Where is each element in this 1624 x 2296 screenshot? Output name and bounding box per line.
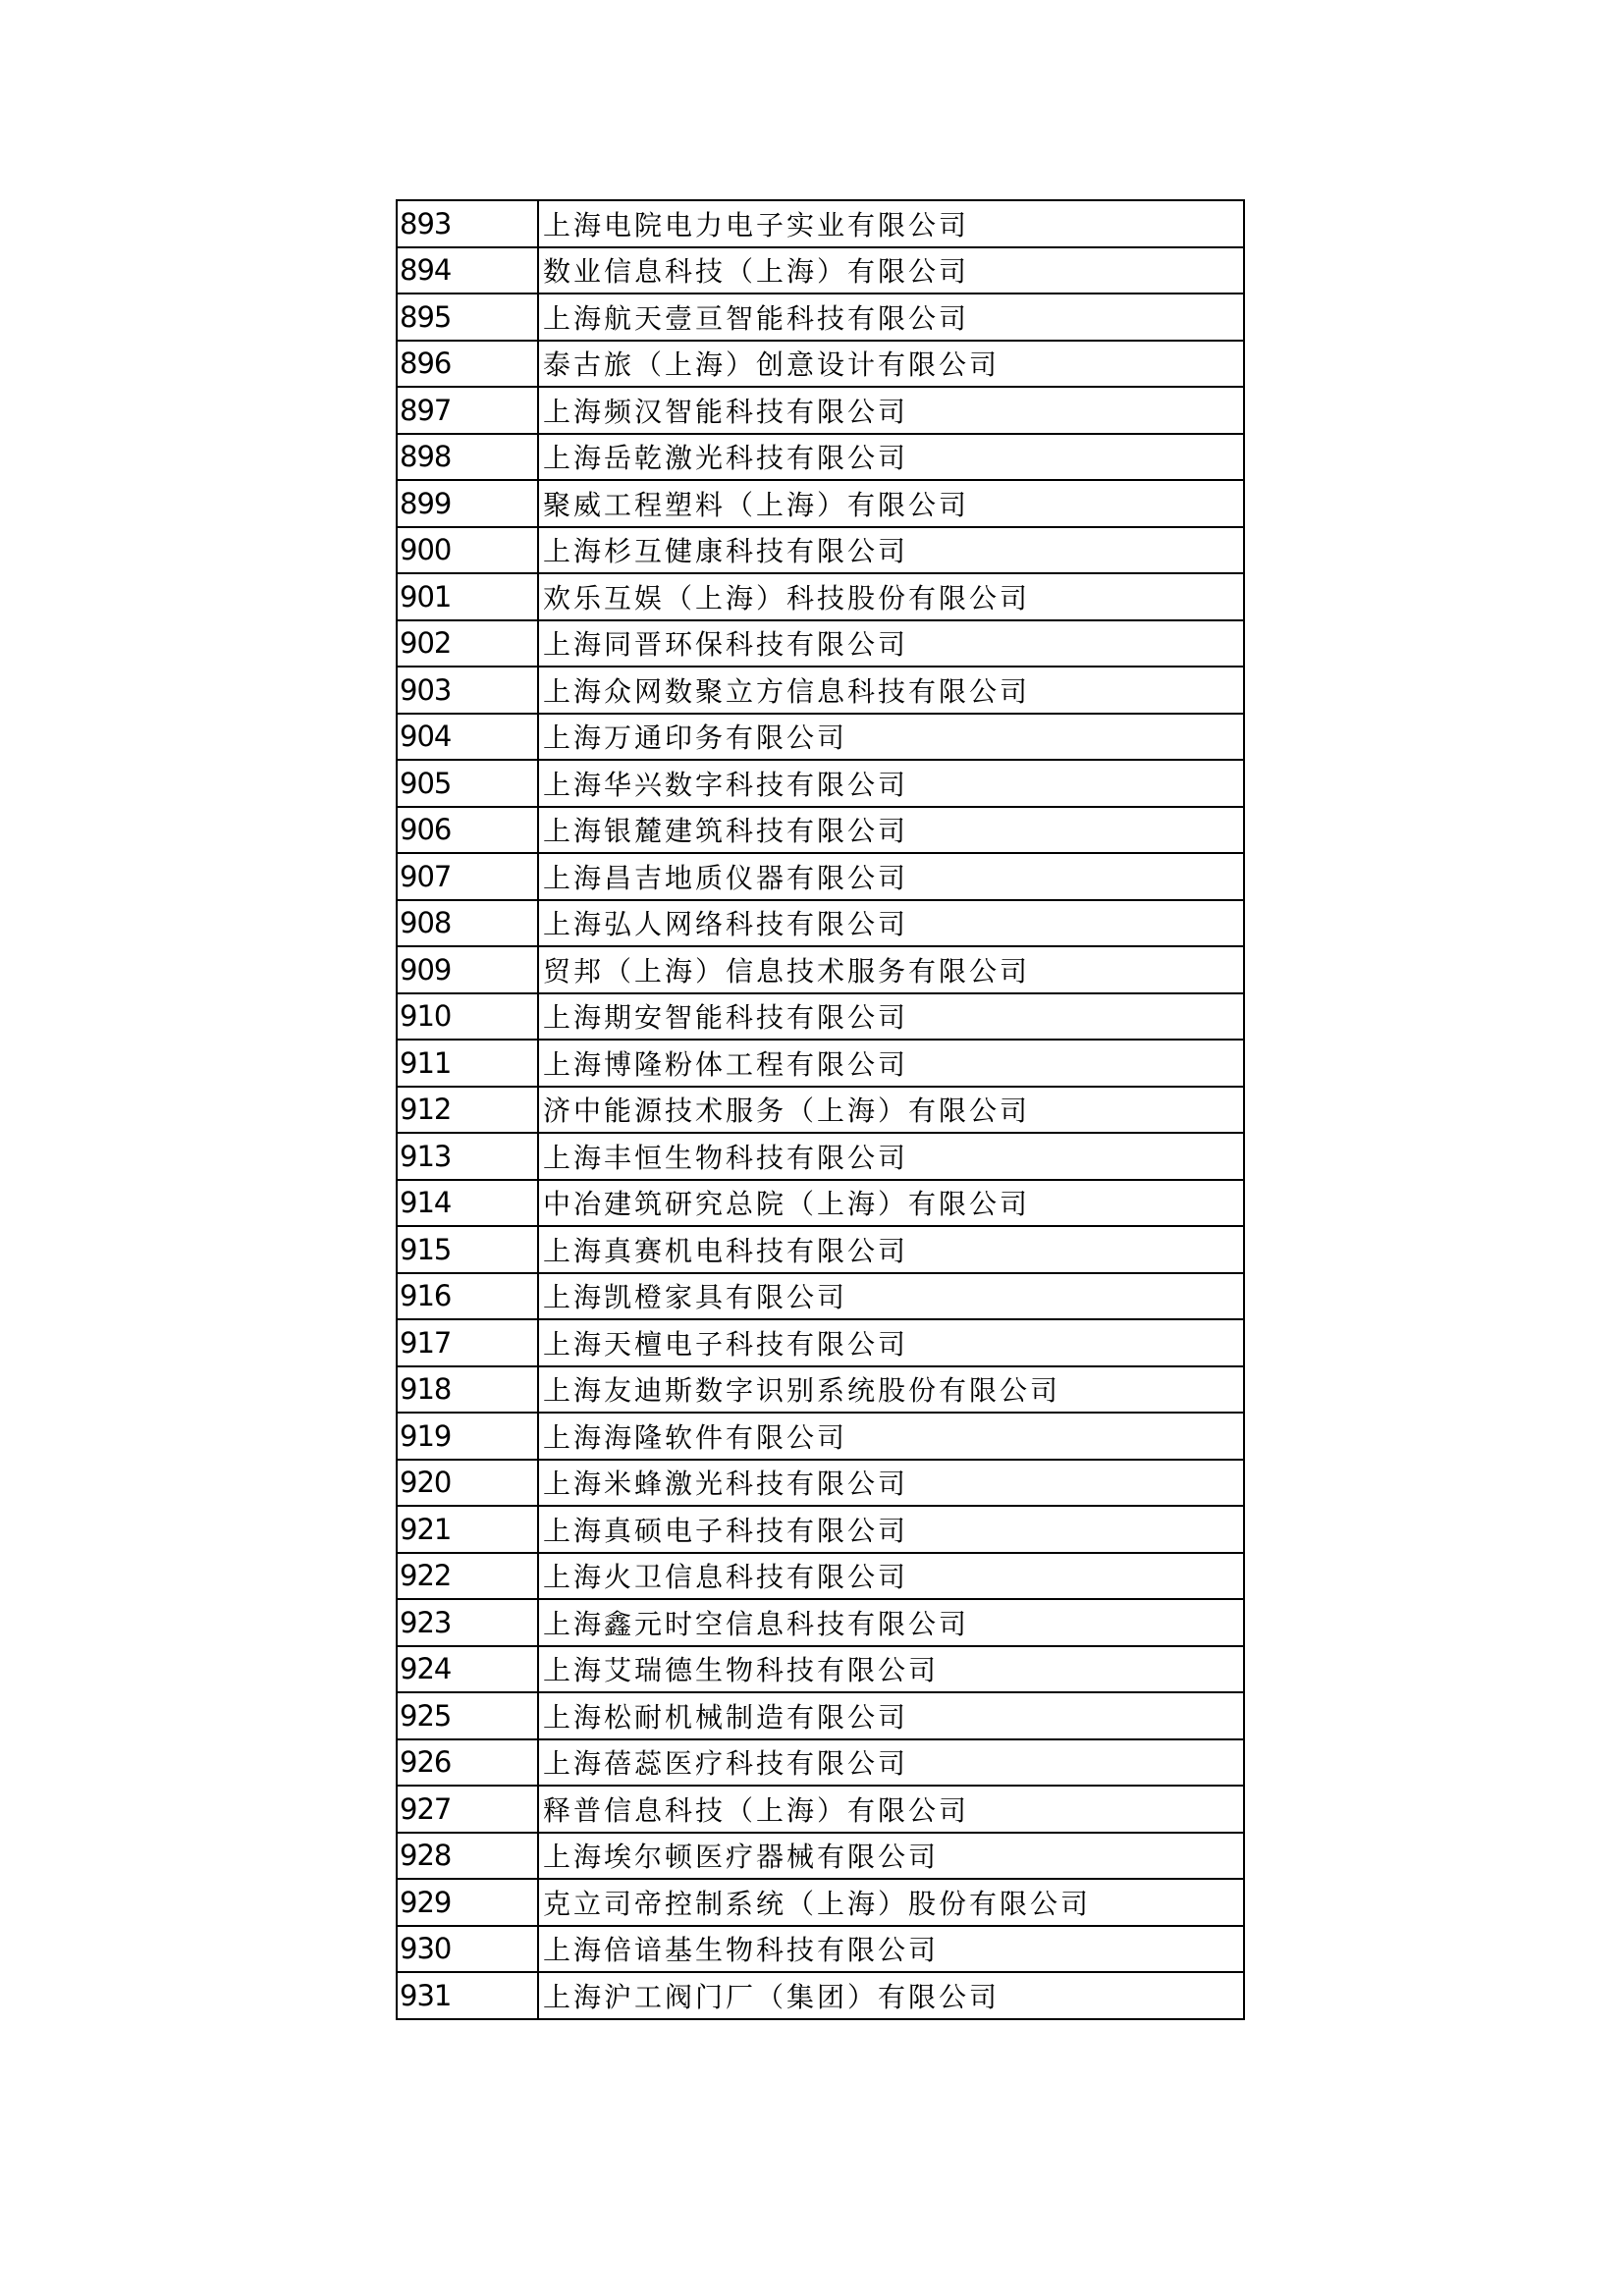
row-number-cell: 925 — [397, 1692, 538, 1739]
table-row — [397, 1460, 1244, 1507]
table-row — [397, 667, 1244, 714]
table-row — [397, 853, 1244, 900]
company-name-cell: 上海友迪斯数字识别系统股份有限公司 — [538, 1366, 1244, 1414]
table-row — [397, 946, 1244, 993]
row-number-cell: 905 — [397, 760, 538, 807]
row-number-cell: 910 — [397, 993, 538, 1041]
table-row — [397, 1087, 1244, 1134]
company-name-cell: 上海昌吉地质仪器有限公司 — [538, 853, 1244, 900]
company-name-cell: 上海倍谙基生物科技有限公司 — [538, 1926, 1244, 1973]
company-name-cell: 上海杉互健康科技有限公司 — [538, 527, 1244, 574]
company-name-cell: 上海真硕电子科技有限公司 — [538, 1506, 1244, 1553]
table-row — [397, 1926, 1244, 1973]
row-number-cell: 931 — [397, 1972, 538, 2019]
company-name-cell: 上海艾瑞德生物科技有限公司 — [538, 1646, 1244, 1693]
table-row — [397, 341, 1244, 388]
table-row — [397, 620, 1244, 667]
row-number-cell: 894 — [397, 247, 538, 294]
row-number-cell: 915 — [397, 1226, 538, 1273]
table-row — [397, 1506, 1244, 1553]
row-number-cell: 928 — [397, 1833, 538, 1880]
table-row — [397, 1692, 1244, 1739]
table-row — [397, 1180, 1244, 1227]
row-number-cell: 930 — [397, 1926, 538, 1973]
company-name-cell: 上海期安智能科技有限公司 — [538, 993, 1244, 1041]
company-name-cell: 上海埃尔顿医疗器械有限公司 — [538, 1833, 1244, 1880]
company-name-cell: 上海频汉智能科技有限公司 — [538, 387, 1244, 434]
table-row — [397, 434, 1244, 481]
table-row — [397, 1739, 1244, 1787]
company-name-cell: 上海同晋环保科技有限公司 — [538, 620, 1244, 667]
company-name-cell: 上海天檀电子科技有限公司 — [538, 1319, 1244, 1366]
table-row — [397, 807, 1244, 854]
company-name-cell: 贸邦（上海）信息技术服务有限公司 — [538, 946, 1244, 993]
row-number-cell: 919 — [397, 1413, 538, 1460]
row-number-cell: 902 — [397, 620, 538, 667]
row-number-cell: 906 — [397, 807, 538, 854]
company-name-cell: 上海鑫元时空信息科技有限公司 — [538, 1599, 1244, 1646]
company-name-cell: 上海火卫信息科技有限公司 — [538, 1553, 1244, 1600]
table-row — [397, 1366, 1244, 1414]
row-number-cell: 921 — [397, 1506, 538, 1553]
table-row — [397, 480, 1244, 527]
company-name-cell: 数业信息科技（上海）有限公司 — [538, 247, 1244, 294]
company-name-cell: 中冶建筑研究总院（上海）有限公司 — [538, 1180, 1244, 1227]
row-number-cell: 912 — [397, 1087, 538, 1134]
company-name-cell: 欢乐互娱（上海）科技股份有限公司 — [538, 573, 1244, 620]
table-row — [397, 1786, 1244, 1833]
row-number-cell: 898 — [397, 434, 538, 481]
company-name-cell: 泰古旅（上海）创意设计有限公司 — [538, 341, 1244, 388]
table-row — [397, 1553, 1244, 1600]
company-name-cell: 上海电院电力电子实业有限公司 — [538, 200, 1244, 247]
table-row — [397, 294, 1244, 341]
company-name-cell: 上海弘人网络科技有限公司 — [538, 900, 1244, 947]
row-number-cell: 922 — [397, 1553, 538, 1600]
row-number-cell: 904 — [397, 714, 538, 761]
company-name-cell: 上海松耐机械制造有限公司 — [538, 1692, 1244, 1739]
table-row — [397, 1226, 1244, 1273]
company-name-cell: 上海万通印务有限公司 — [538, 714, 1244, 761]
company-name-cell: 上海博隆粉体工程有限公司 — [538, 1040, 1244, 1087]
row-number-cell: 893 — [397, 200, 538, 247]
table-row — [397, 1599, 1244, 1646]
company-name-cell: 释普信息科技（上海）有限公司 — [538, 1786, 1244, 1833]
table-row — [397, 1133, 1244, 1180]
company-name-cell: 上海银麓建筑科技有限公司 — [538, 807, 1244, 854]
company-name-cell: 上海岳乾激光科技有限公司 — [538, 434, 1244, 481]
row-number-cell: 895 — [397, 294, 538, 341]
table-row — [397, 1972, 1244, 2019]
company-name-cell: 上海米蜂激光科技有限公司 — [538, 1460, 1244, 1507]
row-number-cell: 927 — [397, 1786, 538, 1833]
company-name-cell: 聚威工程塑料（上海）有限公司 — [538, 480, 1244, 527]
row-number-cell: 918 — [397, 1366, 538, 1414]
table-row — [397, 993, 1244, 1041]
table-row — [397, 900, 1244, 947]
table-row — [397, 1413, 1244, 1460]
row-number-cell: 913 — [397, 1133, 538, 1180]
row-number-cell: 897 — [397, 387, 538, 434]
company-name-cell: 上海海隆软件有限公司 — [538, 1413, 1244, 1460]
row-number-cell: 923 — [397, 1599, 538, 1646]
table-row — [397, 1319, 1244, 1366]
table-row — [397, 1879, 1244, 1926]
row-number-cell: 896 — [397, 341, 538, 388]
company-name-cell: 上海真赛机电科技有限公司 — [538, 1226, 1244, 1273]
row-number-cell: 914 — [397, 1180, 538, 1227]
company-name-cell: 上海航天壹亘智能科技有限公司 — [538, 294, 1244, 341]
row-number-cell: 901 — [397, 573, 538, 620]
row-number-cell: 924 — [397, 1646, 538, 1693]
table-row — [397, 527, 1244, 574]
company-name-cell: 上海蓓蕊医疗科技有限公司 — [538, 1739, 1244, 1787]
table-row — [397, 387, 1244, 434]
row-number-cell: 900 — [397, 527, 538, 574]
table-row — [397, 573, 1244, 620]
company-name-cell: 上海众网数聚立方信息科技有限公司 — [538, 667, 1244, 714]
row-number-cell: 926 — [397, 1739, 538, 1787]
row-number-cell: 899 — [397, 480, 538, 527]
table-row — [397, 1833, 1244, 1880]
company-name-cell: 上海华兴数字科技有限公司 — [538, 760, 1244, 807]
row-number-cell: 920 — [397, 1460, 538, 1507]
row-number-cell: 916 — [397, 1273, 538, 1320]
company-name-cell: 上海沪工阀门厂（集团）有限公司 — [538, 1972, 1244, 2019]
table-row — [397, 1273, 1244, 1320]
table-row — [397, 247, 1244, 294]
row-number-cell: 903 — [397, 667, 538, 714]
company-list-table — [396, 199, 1245, 2020]
table-row — [397, 714, 1244, 761]
row-number-cell: 908 — [397, 900, 538, 947]
company-name-cell: 济中能源技术服务（上海）有限公司 — [538, 1087, 1244, 1134]
row-number-cell: 917 — [397, 1319, 538, 1366]
company-name-cell: 上海凯橙家具有限公司 — [538, 1273, 1244, 1320]
row-number-cell: 907 — [397, 853, 538, 900]
table-row — [397, 200, 1244, 247]
company-name-cell: 克立司帝控制系统（上海）股份有限公司 — [538, 1879, 1244, 1926]
company-name-cell: 上海丰恒生物科技有限公司 — [538, 1133, 1244, 1180]
table-row — [397, 1040, 1244, 1087]
table-row — [397, 760, 1244, 807]
company-list-body — [397, 200, 1244, 2019]
table-row — [397, 1646, 1244, 1693]
row-number-cell: 909 — [397, 946, 538, 993]
row-number-cell: 911 — [397, 1040, 538, 1087]
row-number-cell: 929 — [397, 1879, 538, 1926]
